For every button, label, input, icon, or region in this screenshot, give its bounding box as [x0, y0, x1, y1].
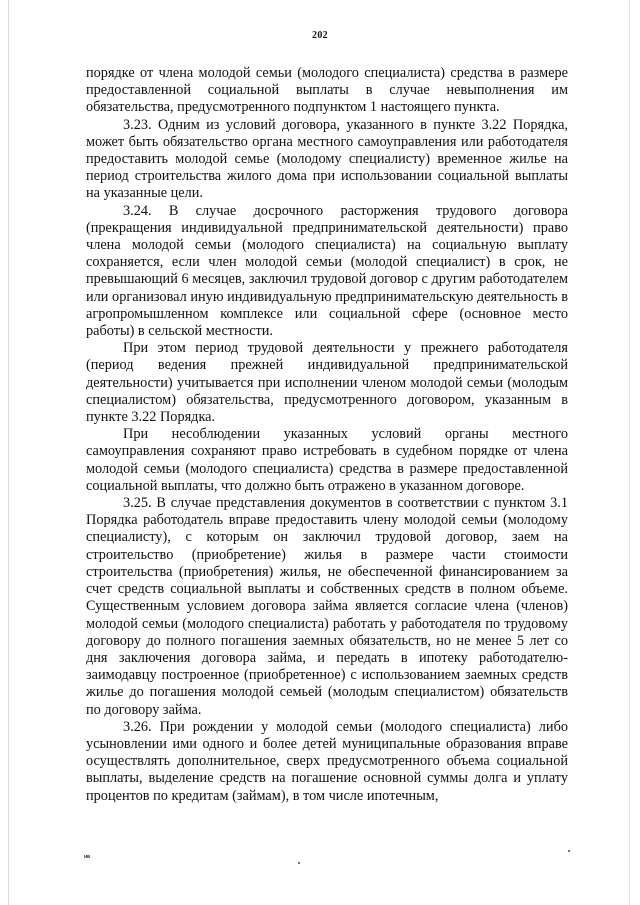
paragraph-continuation: порядке от члена молодой семьи (молодого специалиста) средства в размере предоставленной социальной выплаты в случае невыполнения им обязательства, предусмотренного подпунктом 1 настоящего пункта.	[86, 65, 568, 116]
scan-edge-left	[8, 0, 9, 905]
scan-speck	[298, 862, 300, 864]
page-number: 202	[312, 30, 328, 41]
paragraph-3-25: 3.25. В случае представления документов в соответствии с пунктом 3.1 Порядка работодатель вправе предоставить члену молодой семьи (молодому специалисту), с которым он заключил трудовой договор, заем на строительство (приобретение) жилья в размере части стоимости строительства (приобретения) жилья, не обеспеченной финансированием за счет средств социальной выплаты и собственных средств в полном объеме. Существенным условием договора займа является согласие члена (членов) молодой семьи (молодого специалиста) работать у работодателя по трудовому договору до полного погашения заемных обязательств, но не менее 5 лет со дня заключения договора займа, и передать в ипотеку работодателю-заимодавцу построенное (приобретенное) с использованием заемных средств жилье до погашения молодой семьей (молодым специалистом) обязательств по договору займа.	[86, 495, 568, 718]
scan-speck	[568, 850, 570, 852]
paragraph-noncompliance: При несоблюдении указанных условий органы местного самоуправления сохраняют право истребовать в судебном порядке от члена молодой семьи (молодого специалиста) средства в размере предоставленной социальной выплаты, что должно быть отражено в указанном договоре.	[86, 426, 568, 494]
scan-edge-right	[629, 0, 630, 905]
paragraph-3-24: 3.24. В случае досрочного расторжения трудового договора (прекращения индивидуальной предпринимательской деятельности) право члена молодой семьи (молодого специалиста) на социальную выплату сохраняется, если член молодой семьи (молодой специалист) в срок, не превышающий 6 месяцев, заключил трудовой договор с другим работодателем или организовал иную индивидуальную предпринимательскую деятельность в агропромышленном комплексе или социальной сфере (основное место работы) в сельской местности.	[86, 202, 568, 340]
footer-initials: нв	[84, 854, 91, 860]
paragraph-employment-period: При этом период трудовой деятельности у прежнего работодателя (период ведения прежней индивидуальной предпринимательской деятельности) учитывается при исполнении членом молодой семьи (молодым специалистом) обязательства, предусмотренного договором, указанным в пункте 3.22 Порядка.	[86, 340, 568, 426]
body-text	[86, 65, 568, 805]
paragraph-3-23: 3.23. Одним из условий договора, указанного в пункте 3.22 Порядка, может быть обязательство органа местного самоуправления или работодателя предоставить молодой семье (молодому специалисту) временное жилье на период строительства жилого дома при использовании социальной выплаты на указанные цели.	[86, 116, 568, 202]
paragraph-3-26: 3.26. При рождении у молодой семьи (молодого специалиста) либо усыновлении ими одного и более детей муниципальные образования вправе осуществлять дополнительное, сверх предусмотренного объема социальной выплаты, выделение средств на погашение основной суммы долга и уплату процентов по кредитам (займам), в том числе ипотечным,	[86, 718, 568, 804]
